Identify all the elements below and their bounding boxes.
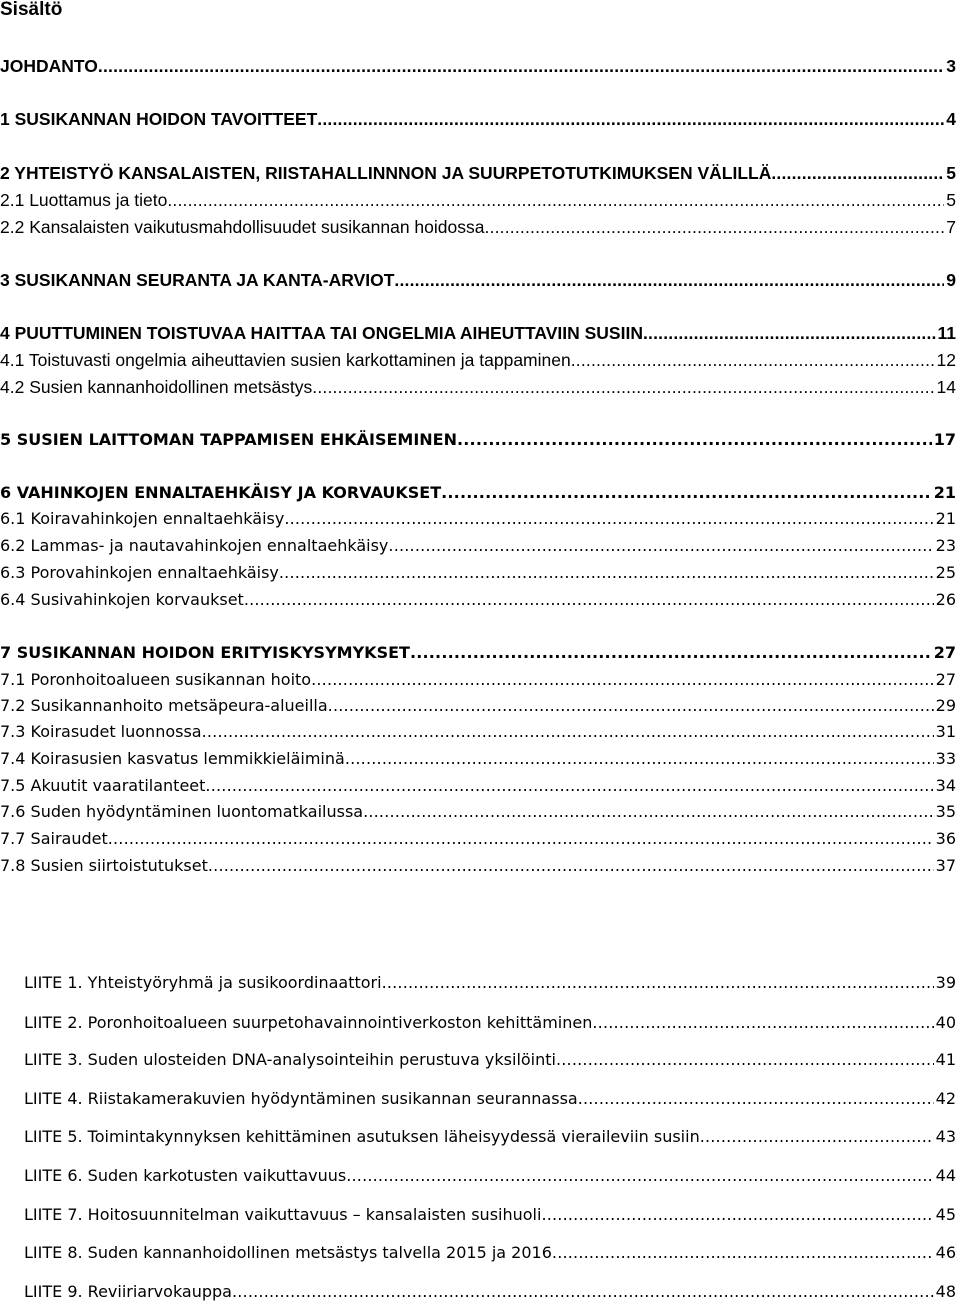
toc-entry-label: 6.2 Lammas- ja nautavahinkojen ennaltaehkäisy (0, 536, 389, 555)
toc-entry-label: 4.2 Susien kannanhoidollinen metsästys (0, 377, 313, 397)
leader-dots (556, 1048, 934, 1072)
toc-entry-page: 21 (935, 509, 956, 528)
leader-dots (346, 1164, 933, 1188)
toc-entry-label: 7.6 Suden hyödyntäminen luontomatkailussa (0, 802, 364, 821)
leader-dots (328, 694, 934, 718)
toc-entry-section-7-6[interactable] (0, 800, 956, 824)
toc-entry-page: 21 (933, 483, 956, 502)
toc-entry-section-7-7[interactable] (0, 827, 956, 851)
toc-appendix-9[interactable] (24, 1280, 956, 1304)
toc-entry-label: 3 SUSIKANNAN SEURANTA JA KANTA-ARVIOT (0, 270, 395, 290)
toc-entry-label: 6.1 Koiravahinkojen ennaltaehkäisy (0, 509, 285, 528)
toc-entry-section-6-3[interactable] (0, 561, 956, 585)
toc-entry-section-6-1[interactable] (0, 507, 956, 531)
leader-dots (571, 348, 935, 372)
toc-entry-section-2-2[interactable] (0, 215, 956, 239)
toc-entry-page: 31 (935, 722, 956, 741)
toc-entry-section-2-1[interactable] (0, 188, 956, 212)
leader-dots (541, 1203, 933, 1227)
toc-entry-chapter-2[interactable] (0, 161, 956, 185)
toc-entry-page: 37 (935, 856, 956, 875)
leader-dots (279, 561, 934, 585)
leader-dots (643, 321, 936, 345)
toc-entry-label: 2 YHTEISTYÖ KANSALAISTEN, RIISTAHALLINNNON JA SUURPETOTUTKIMUKSEN VÄLILLÄ (0, 163, 772, 183)
toc-entry-label: 7.4 Koirasusien kasvatus lemmikkieläiminä (0, 749, 345, 768)
toc-entry-page: 5 (946, 163, 956, 183)
toc-entry-chapter-5[interactable] (0, 428, 956, 452)
leader-dots (232, 1280, 934, 1304)
toc-entry-page: 25 (935, 563, 956, 582)
leader-dots (167, 188, 944, 212)
toc-entry-page: 5 (946, 190, 956, 210)
toc-entry-page: 26 (935, 590, 956, 609)
toc-entry-label: 6 VAHINKOJEN ENNALTAEHKÄISY JA KORVAUKSET (0, 483, 442, 502)
leader-dots (457, 428, 932, 452)
leader-dots (382, 971, 934, 995)
toc-entry-page: 27 (933, 643, 956, 662)
toc-entry-page: 17 (933, 430, 956, 449)
toc-appendix-label: LIITE 3. Suden ulosteiden DNA-analysointeihin perustuva yksilöinti (24, 1050, 556, 1069)
toc-entry-chapter-1[interactable] (0, 107, 956, 131)
toc-entry-label: 6.3 Porovahinkojen ennaltaehkäisy (0, 563, 279, 582)
toc-entry-section-7-8[interactable] (0, 854, 956, 878)
leader-dots (108, 827, 934, 851)
toc-appendix-label: LIITE 9. Reviiriarvokauppa (24, 1282, 232, 1301)
toc-entry-page: 9 (946, 270, 956, 290)
toc-entry-label: 6.4 Susivahinkojen korvaukset (0, 590, 244, 609)
toc-appendix-3[interactable] (24, 1048, 956, 1072)
toc-entry-page: 11 (937, 323, 956, 343)
leader-dots (700, 1125, 934, 1149)
toc-appendix-label: LIITE 5. Toimintakynnyksen kehittäminen asutuksen läheisyydessä vieraileviin susiin (24, 1127, 700, 1146)
leader-dots (311, 668, 934, 692)
toc-entry-label: 7.3 Koirasudet luonnossa (0, 722, 202, 741)
toc-entry-section-7-4[interactable] (0, 747, 956, 771)
toc-entry-label: 7.7 Sairaudet (0, 829, 108, 848)
leader-dots (441, 481, 932, 505)
toc-entry-label: 7.1 Poronhoitoalueen susikannan hoito (0, 670, 312, 689)
leader-dots (205, 774, 933, 798)
leader-dots (284, 507, 933, 531)
toc-entry-page: 36 (935, 829, 956, 848)
toc-appendix-page: 45 (935, 1205, 956, 1224)
toc-appendix-label: LIITE 7. Hoitosuunnitelman vaikuttavuus – kansalaisten susihuoli (24, 1205, 542, 1224)
leader-dots (771, 161, 944, 185)
toc-entry-chapter-6[interactable] (0, 481, 956, 505)
toc-appendix-page: 43 (935, 1127, 956, 1146)
toc-entry-page: 23 (935, 536, 956, 555)
toc-entry-page: 27 (935, 670, 956, 689)
toc-appendix-label: LIITE 1. Yhteistyöryhmä ja susikoordinaattori (24, 973, 382, 992)
toc-entry-section-7-5[interactable] (0, 774, 956, 798)
toc-appendix-page: 48 (935, 1282, 956, 1301)
toc-entry-chapter-7[interactable] (0, 641, 956, 665)
toc-appendix-page: 41 (935, 1050, 956, 1069)
toc-appendix-page: 42 (935, 1089, 956, 1108)
toc-entry-section-6-4[interactable] (0, 588, 956, 612)
leader-dots (312, 375, 934, 399)
leader-dots (244, 588, 934, 612)
toc-appendix-7[interactable] (24, 1203, 956, 1227)
toc-entry-section-4-2[interactable] (0, 375, 956, 399)
toc-appendix-label: LIITE 6. Suden karkotusten vaikuttavuus (24, 1166, 347, 1185)
toc-entry-label: 7.5 Akuutit vaaratilanteet (0, 776, 206, 795)
toc-entry-page: 35 (935, 802, 956, 821)
leader-dots (98, 54, 944, 78)
toc-appendix-label: LIITE 2. Poronhoitoalueen suurpetohavainnointiverkoston kehittäminen (24, 1013, 593, 1032)
toc-appendix-8[interactable] (24, 1241, 956, 1265)
toc-appendix-page: 39 (935, 973, 956, 992)
toc-entry-page: 3 (946, 56, 956, 76)
leader-dots (592, 1011, 933, 1035)
toc-appendix-page: 46 (935, 1243, 956, 1262)
toc-appendix-label: LIITE 8. Suden kannanhoidollinen metsästys talvella 2015 ja 2016 (24, 1243, 552, 1262)
toc-appendix-page: 44 (935, 1166, 956, 1185)
toc-entry-page: 14 (936, 377, 956, 397)
toc-appendix-5[interactable] (24, 1125, 956, 1149)
toc-entry-page: 7 (946, 217, 956, 237)
toc-entry-section-7-1[interactable] (0, 668, 956, 692)
toc-entry-label: 7.8 Susien siirtoistutukset (0, 856, 208, 875)
toc-entry-page: 12 (936, 350, 956, 370)
leader-dots (578, 1087, 934, 1111)
leader-dots (317, 107, 944, 131)
toc-entry-page: 29 (935, 696, 956, 715)
leader-dots (208, 854, 934, 878)
toc-entry-label: 4 PUUTTUMINEN TOISTUVAA HAITTAA TAI ONGELMIA AIHEUTTAVIIN SUSIIN (0, 323, 643, 343)
leader-dots (388, 534, 933, 558)
leader-dots (410, 641, 932, 665)
toc-appendix-6[interactable] (24, 1164, 956, 1188)
leader-dots (552, 1241, 934, 1265)
toc-entry-page: 34 (935, 776, 956, 795)
leader-dots (484, 215, 944, 239)
leader-dots (345, 747, 934, 771)
toc-entry-section-4-1[interactable] (0, 348, 956, 372)
leader-dots (363, 800, 934, 824)
toc-entry-label: 4.1 Toistuvasti ongelmia aiheuttavien susien karkottaminen ja tappaminen (0, 350, 571, 370)
toc-appendix-2[interactable] (24, 1011, 956, 1035)
toc-entry-label: JOHDANTO (0, 56, 98, 76)
toc-appendix-4[interactable] (24, 1087, 956, 1111)
toc-entry-label: 2.2 Kansalaisten vaikutusmahdollisuudet susikannan hoidossa (0, 217, 485, 237)
toc-appendix-label: LIITE 4. Riistakamerakuvien hyödyntäminen susikannan seurannassa (24, 1089, 578, 1108)
toc-entry-label: 2.1 Luottamus ja tieto (0, 190, 168, 210)
toc-entry-chapter-4[interactable] (0, 321, 956, 345)
toc-entry-page: 4 (946, 109, 956, 129)
toc-entry-section-7-3[interactable] (0, 720, 956, 744)
toc-appendix-1[interactable] (24, 971, 956, 995)
toc-entry-chapter-3[interactable] (0, 268, 956, 292)
toc-entry-label: 5 SUSIEN LAITTOMAN TAPPAMISEN EHKÄISEMINEN (0, 430, 457, 449)
toc-entry-page: 33 (935, 749, 956, 768)
toc-entry-section-7-2[interactable] (0, 694, 956, 718)
toc-entry-section-6-2[interactable] (0, 534, 956, 558)
toc-entry-label: 7 SUSIKANNAN HOIDON ERITYISKYSYMYKSET (0, 643, 410, 662)
toc-entry-label: 1 SUSIKANNAN HOIDON TAVOITTEET (0, 109, 318, 129)
toc-entry-johdanto[interactable] (0, 54, 956, 78)
toc-appendix-page: 40 (935, 1013, 956, 1032)
toc-entry-label: 7.2 Susikannanhoito metsäpeura-alueilla (0, 696, 328, 715)
toc-title: Sisältö (0, 0, 63, 20)
leader-dots (394, 268, 944, 292)
leader-dots (202, 720, 934, 744)
